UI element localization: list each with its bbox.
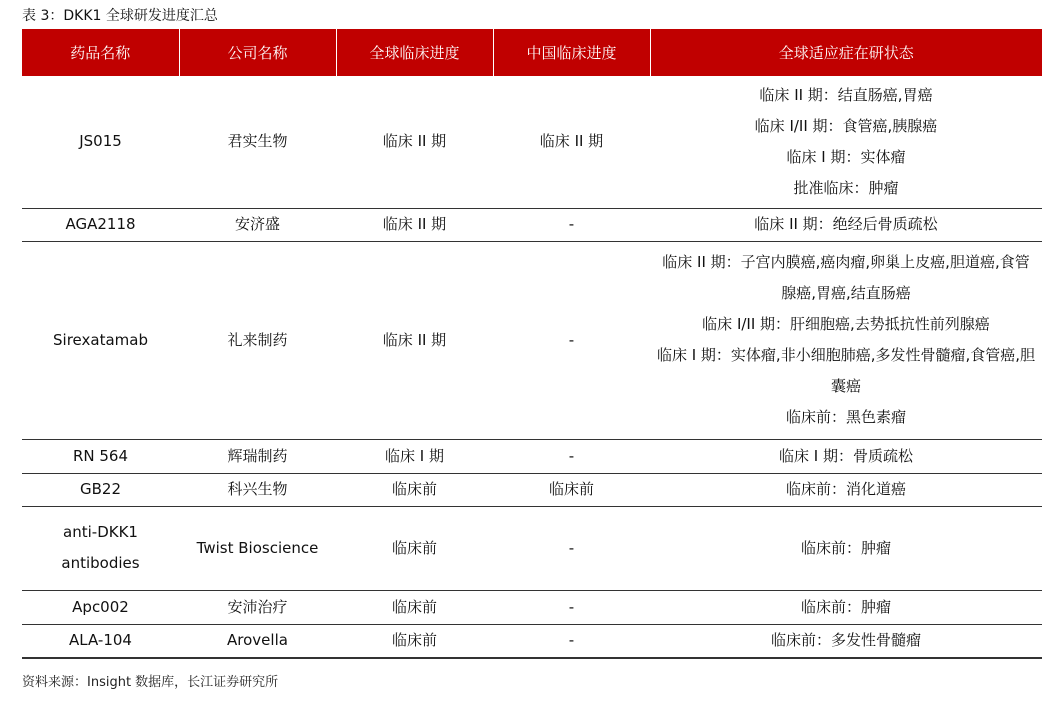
china-progress-cell: - bbox=[493, 439, 650, 473]
company-cell: 安沛治疗 bbox=[179, 590, 336, 624]
company-cell: 科兴生物 bbox=[179, 473, 336, 506]
indication-line: 临床 II 期：子宫内膜癌,癌肉瘤,卵巢上皮癌,胆道癌,食管腺癌,胃癌,结直肠癌 bbox=[662, 253, 1030, 302]
header-company-name: 公司名称 bbox=[179, 29, 336, 76]
indication-line: 临床 II 期：绝经后骨质疏松 bbox=[754, 215, 938, 233]
indication-line: 临床前：多发性骨髓瘤 bbox=[770, 631, 921, 650]
indication-line: 临床 I 期：骨质疏松 bbox=[779, 446, 913, 465]
table-row bbox=[22, 439, 1042, 473]
indication-line: 临床前：消化道癌 bbox=[785, 480, 906, 498]
dkk1-pipeline-table bbox=[22, 29, 1042, 659]
global-progress-cell: 临床 II 期 bbox=[336, 241, 493, 439]
global-progress-cell: 临床 II 期 bbox=[336, 208, 493, 241]
indication-line: 临床 II 期：结直肠癌,胃癌 bbox=[759, 85, 933, 104]
indications-cell bbox=[650, 241, 1042, 439]
indication-line: 临床 I 期：实体瘤,非小细胞肺癌,多发性骨髓瘤,食管癌,胆囊癌 bbox=[656, 346, 1036, 395]
global-progress-cell: 临床 II 期 bbox=[336, 76, 493, 208]
indication-line: 临床前：肿瘤 bbox=[800, 538, 891, 557]
drug-name-cell: Apc002 bbox=[22, 590, 179, 624]
china-progress-cell: 临床前 bbox=[493, 473, 650, 506]
table-row bbox=[22, 506, 1042, 590]
header-global-indications: 全球适应症在研状态 bbox=[650, 29, 1042, 76]
china-progress-cell: - bbox=[493, 241, 650, 439]
header-global-progress: 全球临床进度 bbox=[336, 29, 493, 76]
company-cell: 君实生物 bbox=[179, 76, 336, 208]
global-progress-cell: 临床前 bbox=[336, 506, 493, 590]
table-caption: 表 3：DKK1 全球研发进度汇总 bbox=[22, 8, 218, 24]
indication-line: 临床 I/II 期：食管癌,胰腺癌 bbox=[754, 116, 938, 135]
indications-cell bbox=[650, 76, 1042, 208]
indication-line: 批准临床：肿瘤 bbox=[793, 178, 899, 197]
table-row bbox=[22, 241, 1042, 439]
china-progress-cell: - bbox=[493, 506, 650, 590]
company-cell: 辉瑞制药 bbox=[179, 439, 336, 473]
china-progress-cell: 临床 II 期 bbox=[493, 76, 650, 208]
source-note: 资料来源：Insight 数据库，长江证券研究所 bbox=[22, 675, 279, 690]
china-progress-cell: - bbox=[493, 208, 650, 241]
global-progress-cell: 临床前 bbox=[336, 624, 493, 658]
drug-name-cell: Sirexatamab bbox=[22, 241, 179, 439]
drug-name-cell: GB22 bbox=[22, 473, 179, 506]
indications-cell bbox=[650, 506, 1042, 590]
indication-line: 临床 I/II 期：肝细胞癌,去势抵抗性前列腺癌 bbox=[702, 315, 990, 333]
table-row bbox=[22, 590, 1042, 624]
indications-cell bbox=[650, 439, 1042, 473]
company-cell: Twist Bioscience bbox=[179, 506, 336, 590]
indication-line: 临床 I 期：实体瘤 bbox=[786, 147, 906, 166]
header-drug-name: 药品名称 bbox=[22, 29, 179, 76]
indications-cell bbox=[650, 208, 1042, 241]
table-header-row bbox=[22, 29, 1042, 76]
drug-name-cell: ALA-104 bbox=[22, 624, 179, 658]
company-cell: Arovella bbox=[179, 624, 336, 658]
indications-cell bbox=[650, 590, 1042, 624]
indications-cell bbox=[650, 473, 1042, 506]
company-cell: 礼来制药 bbox=[179, 241, 336, 439]
indications-cell bbox=[650, 624, 1042, 658]
drug-name-cell: anti-DKK1 antibodies bbox=[22, 506, 179, 590]
drug-name-cell: JS015 bbox=[22, 76, 179, 208]
indication-line: 临床前：肿瘤 bbox=[800, 597, 891, 616]
company-cell: 安济盛 bbox=[179, 208, 336, 241]
global-progress-cell: 临床前 bbox=[336, 590, 493, 624]
global-progress-cell: 临床前 bbox=[336, 473, 493, 506]
china-progress-cell: - bbox=[493, 624, 650, 658]
global-progress-cell: 临床 I 期 bbox=[336, 439, 493, 473]
drug-name-cell: AGA2118 bbox=[22, 208, 179, 241]
drug-name-cell: RN 564 bbox=[22, 439, 179, 473]
indication-line: 临床前：黑色素瘤 bbox=[785, 408, 906, 426]
table-row bbox=[22, 76, 1042, 208]
table-row bbox=[22, 208, 1042, 241]
table-row bbox=[22, 473, 1042, 506]
china-progress-cell: - bbox=[493, 590, 650, 624]
header-china-progress: 中国临床进度 bbox=[493, 29, 650, 76]
table-row bbox=[22, 624, 1042, 658]
